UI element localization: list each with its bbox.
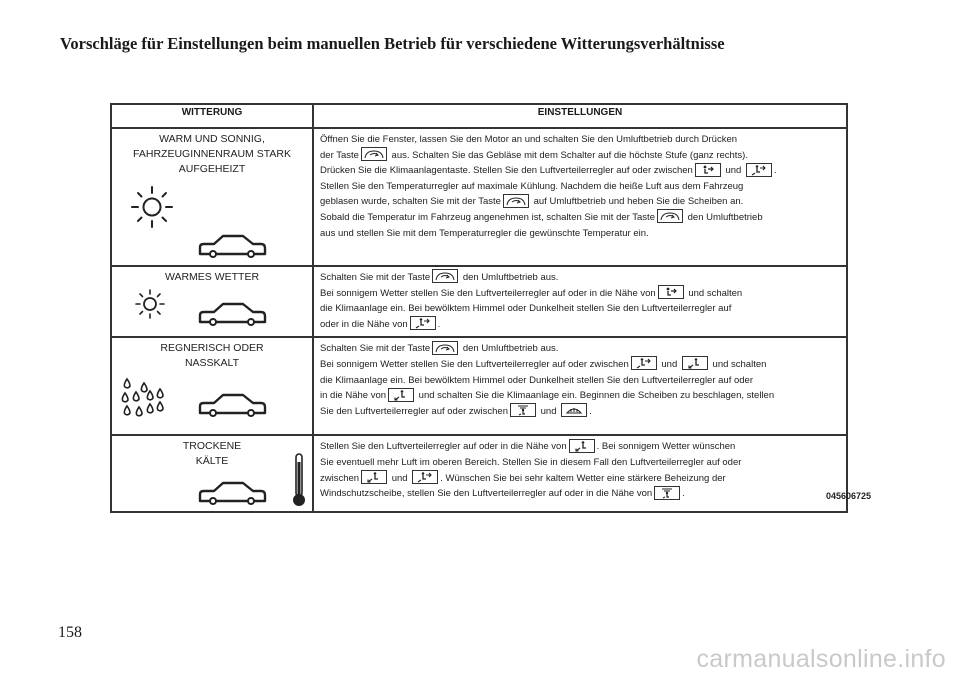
settings-cell [313, 128, 847, 266]
floor-mode-icon [361, 470, 387, 484]
watermark: carmanualsonline.info [696, 645, 946, 673]
setting-line: Stellen Sie den Luftverteilerregler auf oder in die Nähe von . Bei sonnigem Wetter wünschen [320, 439, 842, 455]
floor-mode-icon [682, 356, 708, 370]
floor-defrost-mode-icon [654, 486, 680, 500]
header-weather: WITTERUNG [111, 104, 313, 128]
weather-cell [111, 435, 313, 512]
recirculation-icon [503, 194, 529, 208]
car-icon [196, 480, 268, 506]
rain-drops-icon [120, 376, 166, 422]
recirculation-icon [361, 147, 387, 161]
setting-line: in die Nähe von und schalten Sie die Klimaanlage ein. Beginnen die Scheiben zu beschlagen, stellen [320, 388, 842, 404]
recirculation-icon [432, 341, 458, 355]
thermometer-icon [292, 452, 306, 508]
sun-icon [130, 185, 174, 229]
recirculation-icon [432, 269, 458, 283]
weather-label: WARM UND SONNIG, FAHRZEUGINNENRAUM STARK AUFGEHEIZT [133, 133, 291, 175]
page-heading: Vorschläge für Einstellungen beim manuellen Betrieb für verschiedene Witterungsverhältnisse [60, 34, 725, 53]
setting-line: zwischen und . Wünschen Sie bei sehr kaltem Wetter eine stärkere Beheizung der [320, 471, 842, 487]
climate-settings-table [110, 103, 848, 513]
setting-line: Schalten Sie mit der Taste den Umluftbetrieb aus. [320, 270, 842, 286]
table-row [111, 128, 847, 266]
car-icon [196, 233, 268, 259]
recirculation-icon [657, 209, 683, 223]
table-row [111, 266, 847, 337]
image-code: 045606725 [826, 491, 872, 501]
car-icon [196, 392, 268, 418]
car-icon [196, 301, 268, 327]
setting-line: der Taste aus. Schalten Sie das Gebläse mit dem Schalter auf die höchste Stufe (ganz rechts). [320, 148, 842, 164]
setting-line: Stellen Sie den Temperaturregler auf maximale Kühlung. Nachdem die heiße Luft aus dem Fahrzeug [320, 180, 744, 192]
setting-line: Bei sonnigem Wetter stellen Sie den Luftverteilerregler auf oder in die Nähe von und schalten [320, 286, 842, 302]
settings-cell [313, 337, 847, 435]
weather-label: TROCKENE KÄLTE [182, 440, 242, 468]
floor-mode-icon [388, 388, 414, 402]
setting-line: Öffnen Sie die Fenster, lassen Sie den Motor an und schalten Sie den Umluftbetrieb durch Drücken [320, 134, 738, 145]
setting-line: Sie den Luftverteilerregler auf oder zwischen und . [320, 404, 842, 420]
table-row [111, 337, 847, 435]
weather-cell [111, 266, 313, 337]
header-settings: EINSTELLUNGEN [313, 104, 847, 128]
setting-line: Drücken Sie die Klimaanlagentaste. Stellen Sie den Luftverteilerregler auf oder zwischen und . [320, 163, 842, 179]
weather-label: REGNERISCH ODER NASSKALT [160, 342, 264, 370]
bilevel-mode-icon [631, 356, 657, 370]
setting-line: die Klimaanlage ein. Bei bewölktem Himmel oder Dunkelheit stellen Sie den Luftverteilerregler auf [320, 303, 732, 315]
panel-mode-icon [658, 285, 684, 299]
setting-line: Sie eventuell mehr Luft im oberen Bereich. Stellen Sie in diesem Fall den Luftverteilerregler auf oder [320, 456, 742, 468]
setting-line: aus und stellen Sie mit dem Temperaturregler die gewünschte Temperatur ein. [320, 227, 649, 239]
weather-label: WARMES WETTER [164, 271, 260, 283]
weather-cell [111, 128, 313, 266]
floor-defrost-mode-icon [510, 403, 536, 417]
setting-line: geblasen wurde, schalten Sie mit der Taste auf Umluftbetrieb und heben Sie die Scheiben an. [320, 194, 842, 210]
settings-cell [313, 266, 847, 337]
settings-cell [313, 435, 847, 512]
weather-cell [111, 337, 313, 435]
setting-line: oder in die Nähe von . [320, 317, 842, 333]
floor-mode-icon [569, 439, 595, 453]
page-number: 158 [58, 624, 82, 641]
setting-line: Schalten Sie mit der Taste den Umluftbetrieb aus. [320, 341, 842, 357]
setting-line: die Klimaanlage ein. Bei bewölktem Himmel oder Dunkelheit stellen Sie den Luftverteilerregler auf oder [320, 374, 754, 386]
setting-line: Bei sonnigem Wetter stellen Sie den Luftverteilerregler auf oder zwischen und und schalten [320, 357, 842, 373]
table-header-row [111, 104, 847, 128]
bilevel-mode-icon [412, 470, 438, 484]
table-row [111, 435, 847, 512]
defrost-mode-icon [561, 403, 587, 417]
sun-icon [134, 288, 166, 320]
bilevel-mode-icon [746, 163, 772, 177]
setting-line: Sobald die Temperatur im Fahrzeug angenehmen ist, schalten Sie mit der Taste den Umluftbetrieb [320, 210, 842, 226]
setting-line: Windschutzscheibe, stellen Sie den Luftverteilerregler auf oder in die Nähe von . [320, 486, 842, 502]
panel-mode-icon [695, 163, 721, 177]
bilevel-mode-icon [410, 316, 436, 330]
